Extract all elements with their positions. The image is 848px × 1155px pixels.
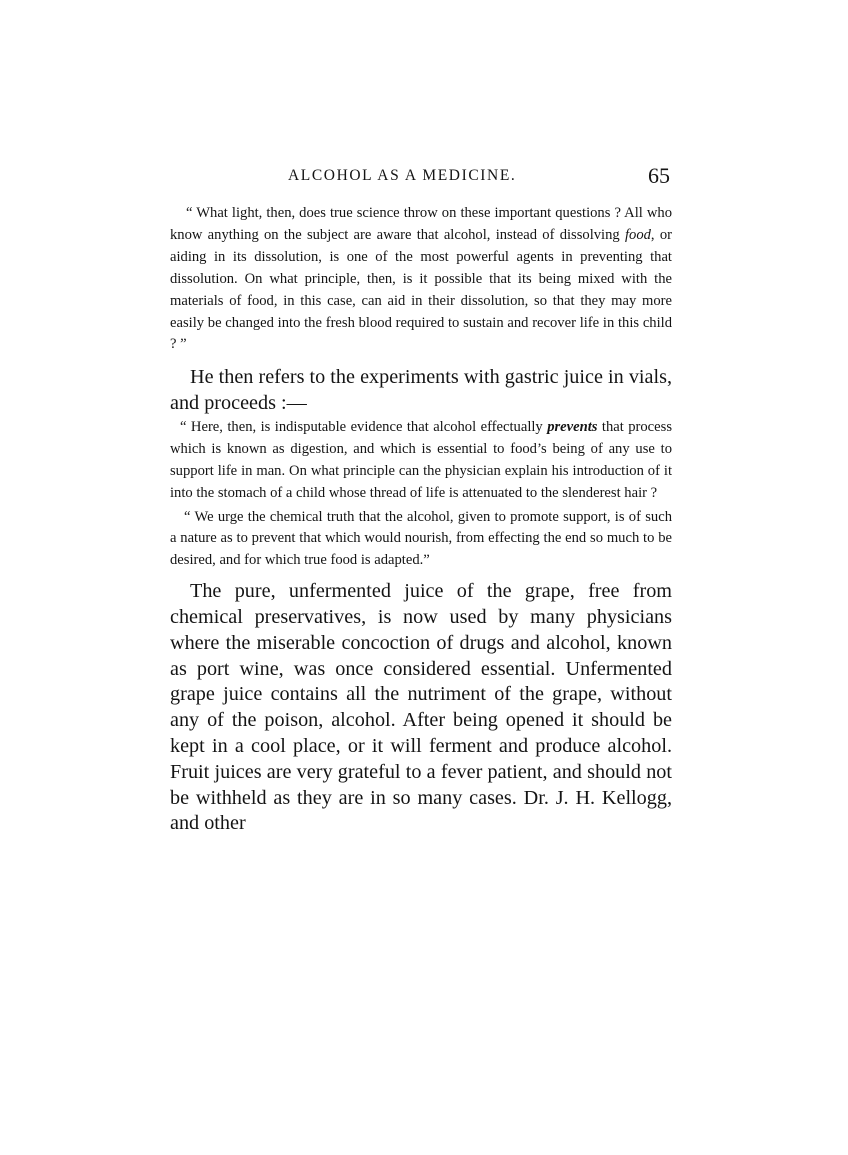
body-paragraph-1: He then refers to the experiments with gastric juice in vials, and proceeds :— xyxy=(170,366,672,415)
quote-1-text-end: , or aiding in its dissolution, is one of the most powerful agents in preventing that dissolution. On what principle, then, is it possible that its being mixed with the materials of food, in this case, can aid in their dissolution, so that they may more easily be changed into the fresh blood required to sustain and recover life in this child ? ” xyxy=(170,226,672,353)
quote-1-italic-word: food xyxy=(624,226,651,243)
running-header xyxy=(170,163,672,193)
quote-2-italic-word: prevents xyxy=(547,418,598,435)
quote-paragraph-2 xyxy=(170,417,672,505)
body-paragraph-2: The pure, unfermented juice of the grape, free from chemical preservatives, is now used by many physicians where the miserable concoction of drugs and alcohol, known as port wine, was once considered essential. Unfermented grape juice contains all the nutriment of the grape, without any of the poison, alcohol. After being opened it should be kept in a cool place, or it will ferment and produce alcohol. Fruit juices are very grateful to a fever patient, and should not be withheld as they are in so many cases. Dr. J. H. Kellogg, and other xyxy=(170,580,672,835)
running-title: ALCOHOL AS A MEDICINE. xyxy=(288,167,517,184)
book-page xyxy=(170,163,672,837)
quote-2-text-end: that process which is known as digestion, and which is essential to food’s being of any use to support life in man. On what principle can the physician explain his introduction of it into the stomach of a child whose thread of life is attenuated to the slenderest hair ? xyxy=(170,418,672,501)
quote-2-text-start: “ Here, then, is indisputable evidence that alcohol effectually xyxy=(180,418,548,435)
page-number: 65 xyxy=(648,163,670,188)
quote-paragraph-1 xyxy=(170,203,672,356)
quote-1-text-start: “ What light, then, does true science throw on these important questions ? All who know anything on the subject are aware that alcohol, instead of dissolving xyxy=(170,205,672,243)
quote-paragraph-3: “ We urge the chemical truth that the alcohol, given to promote support, is of such a nature as to prevent that which would nourish, from effecting the end so much to be desired, and for which true food is adapted.” xyxy=(170,508,672,569)
